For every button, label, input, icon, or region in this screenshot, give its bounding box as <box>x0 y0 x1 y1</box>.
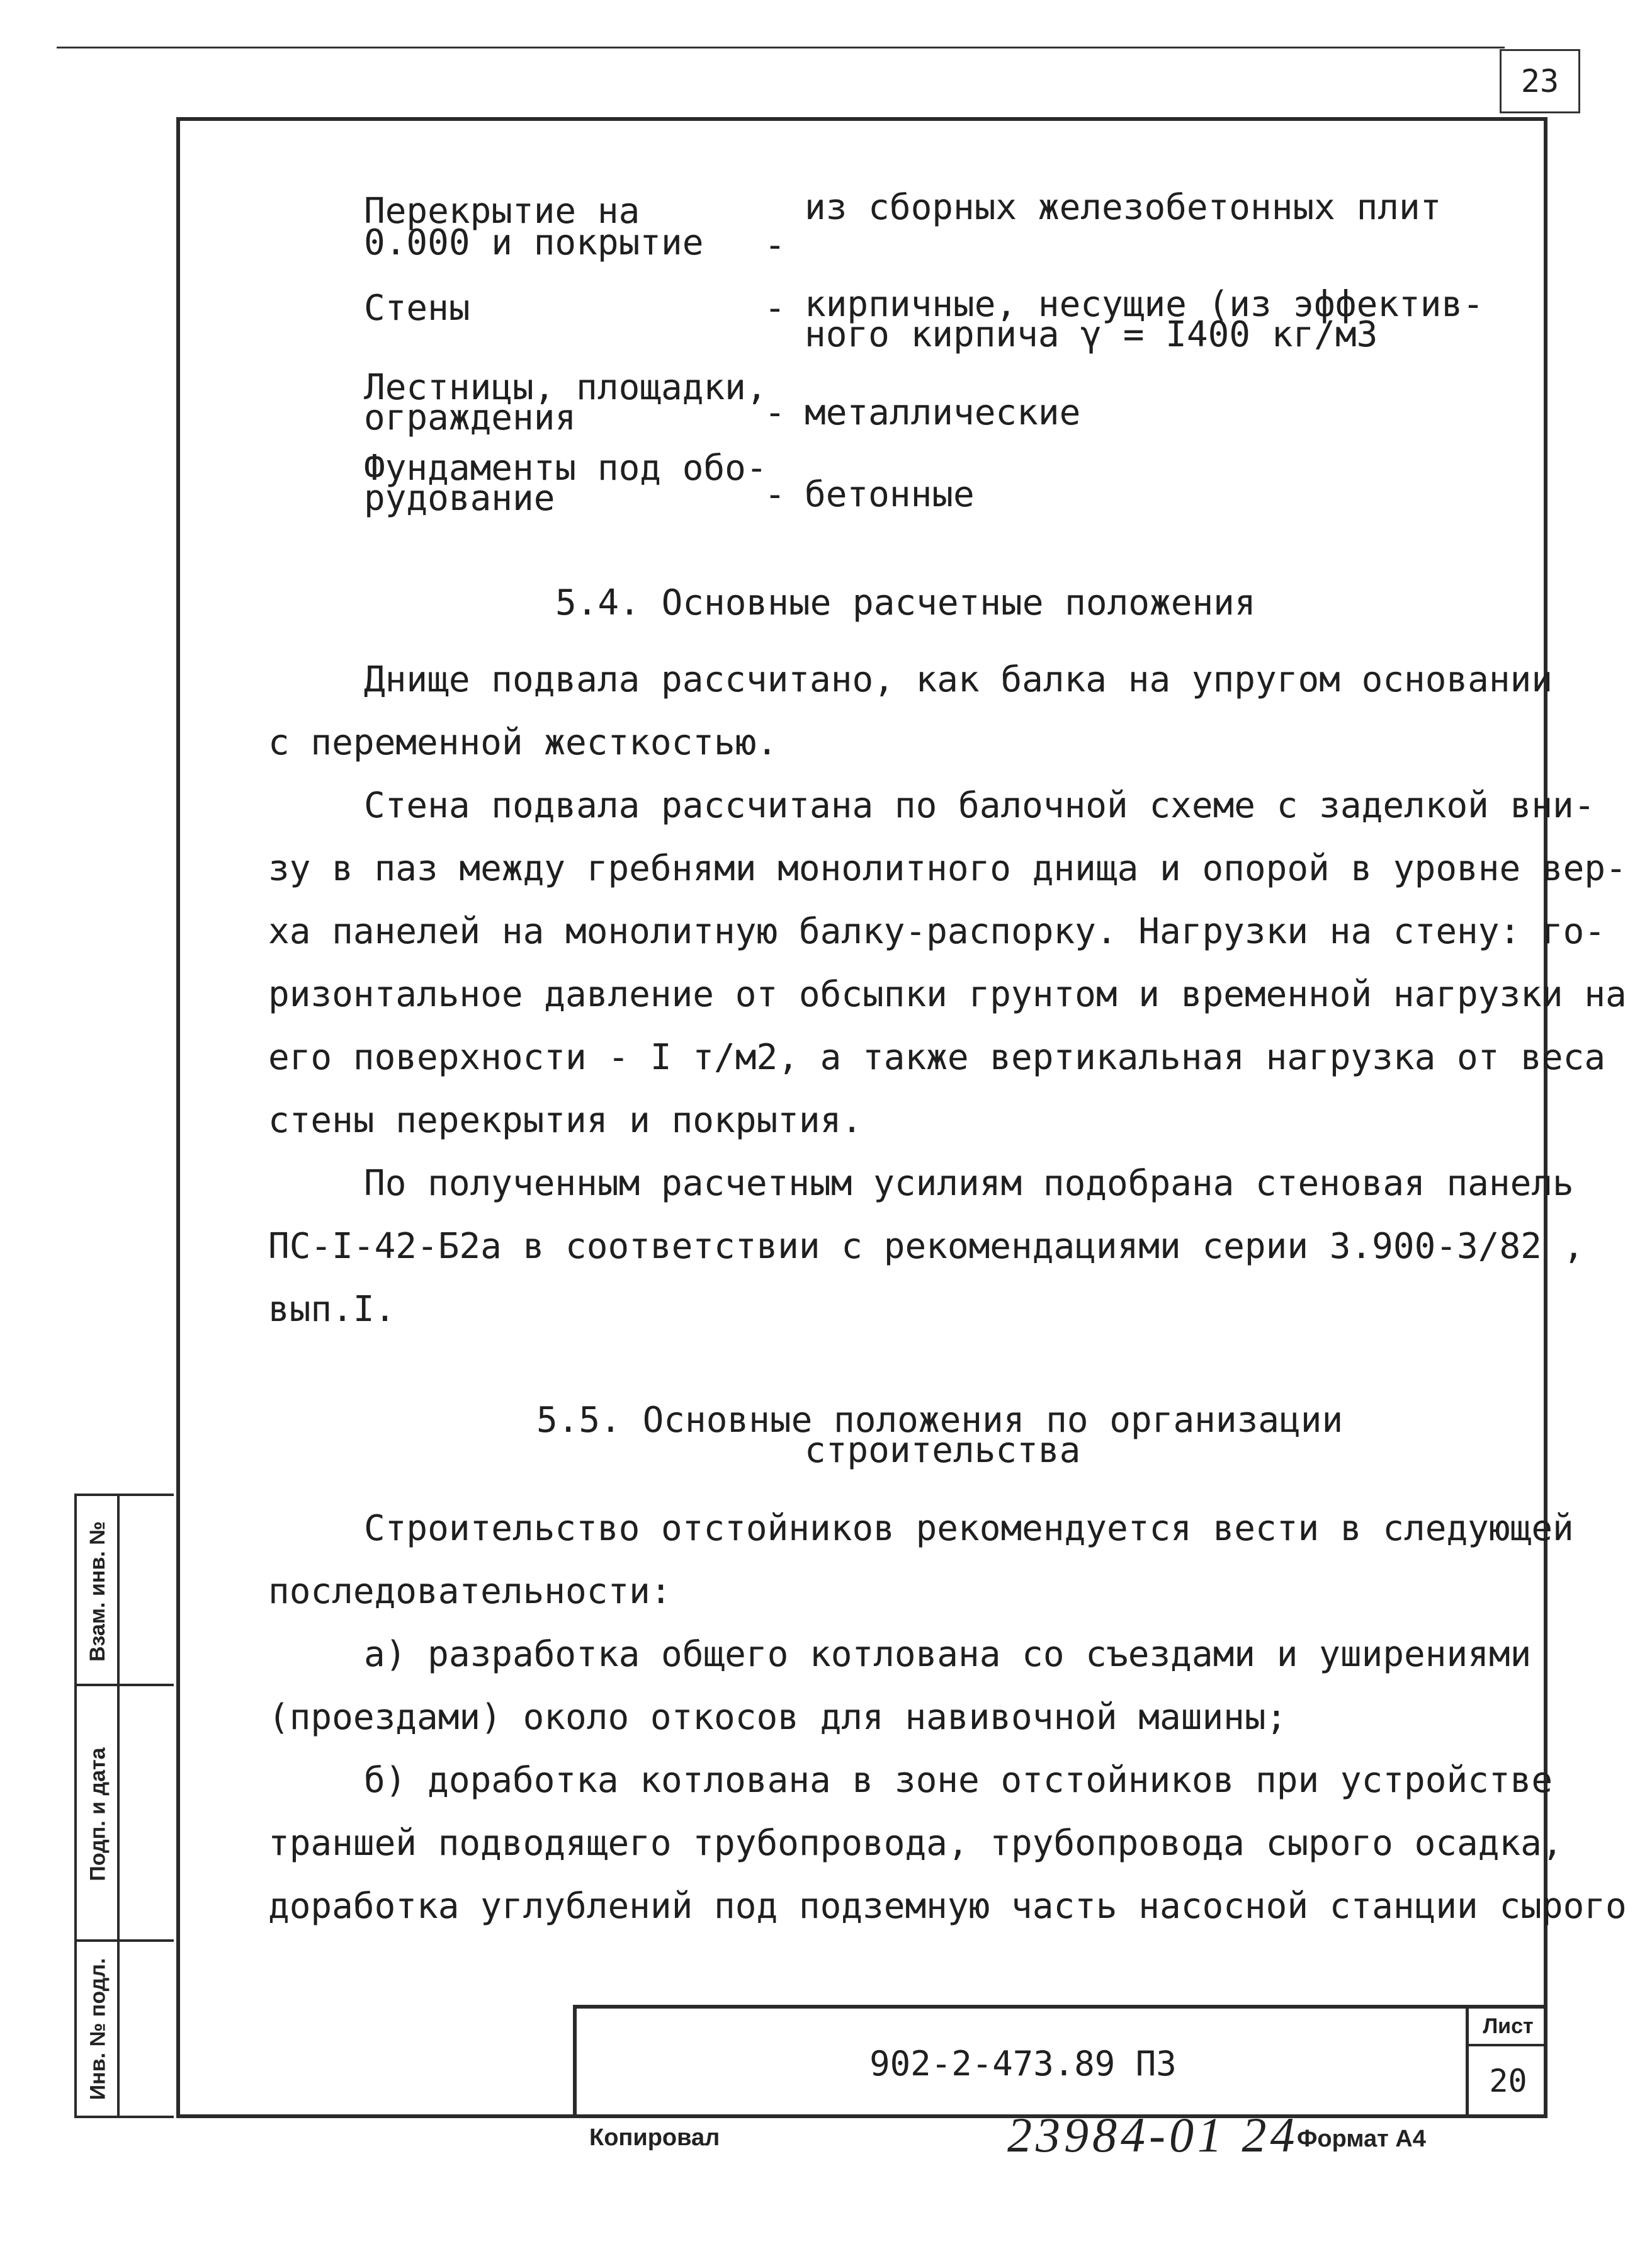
title-block <box>573 2005 1547 2118</box>
paragraph-line: (проездами) около откосов для навивочной машины; <box>268 1697 1287 1738</box>
material-value-2b: ного кирпича γ = I400 кг/м3 <box>805 314 1378 355</box>
material-value-4: бетонные <box>805 474 975 515</box>
paragraph-line: а) разработка общего котлована со съездами и уширениями <box>364 1634 1532 1675</box>
side-label-inv: Инв. № подл. <box>86 1958 110 2100</box>
paragraph-line: Стена подвала рассчитана по балочной схеме с заделкой вни- <box>364 785 1595 826</box>
material-value-1: из сборных железобетонных плит <box>805 187 1442 228</box>
paragraph-line: траншей подводящего трубопровода, трубопровода сырого осадка, <box>268 1823 1563 1864</box>
material-name-4b: рудование <box>364 478 555 519</box>
paragraph-line: с переменной жесткостью. <box>268 722 778 763</box>
sheet-number: 20 <box>1489 2063 1527 2099</box>
side-stamp <box>74 1494 174 2118</box>
paragraph-line: Днище подвала рассчитано, как балка на упругом основании <box>364 659 1553 700</box>
material-dash-2: - <box>764 288 786 329</box>
page-number: 23 <box>1520 63 1559 99</box>
section-5-5-heading-line2: строительства <box>805 1430 1081 1471</box>
material-name-4a: Фундаменты под обо- <box>364 448 767 489</box>
paragraph-line: последовательности: <box>268 1571 672 1612</box>
material-name-1b: 0.000 и покрытие <box>364 222 704 263</box>
copied-by-label: Копировал <box>589 2124 720 2151</box>
paragraph-line: вып.I. <box>268 1289 396 1330</box>
paragraph-line: Строительство отстойников рекомендуется вести в следующей <box>364 1508 1574 1549</box>
paragraph-line: ПС-I-42-Б2а в соответствии с рекомендациями серии 3.900-3/82 , <box>268 1226 1585 1267</box>
material-dash-4: - <box>764 474 786 515</box>
sheet-column <box>1466 2009 1547 2118</box>
handwritten-number: 23984-01 24 <box>1007 2107 1299 2162</box>
paragraph-line: По полученным расчетным усилиям подобрана стеновая панель <box>364 1163 1574 1204</box>
format-label: Формат А4 <box>1297 2126 1426 2152</box>
paragraph-line: зу в паз между гребнями монолитного днища и опорой в уровне вер- <box>268 848 1627 889</box>
side-label-podp: Подп. и дата <box>86 1747 110 1881</box>
section-5-4-heading: 5.4. Основные расчетные положения <box>555 582 1256 623</box>
section-5-5-heading-line1: 5.5. Основные положения по организации <box>536 1400 1344 1441</box>
material-name-1a: Перекрытие на <box>364 191 640 232</box>
paragraph-line: доработка углублений под подземную часть насосной станции сырого <box>268 1886 1627 1927</box>
paragraph-line: стены перекрытия и покрытия. <box>268 1100 863 1141</box>
paragraph-line: ризонтальное давление от обсыпки грунтом и временной нагрузки на <box>268 974 1627 1015</box>
material-dash-1: - <box>764 225 786 266</box>
paragraph-line: ха панелей на монолитную балку-распорку. Нагрузки на стену: го- <box>268 911 1606 952</box>
material-value-2a: кирпичные, несущие (из эффектив- <box>805 284 1484 325</box>
material-dash-3: - <box>764 392 786 433</box>
paragraph-line: б) доработка котлована в зоне отстойников при устройстве <box>364 1760 1553 1801</box>
page-number-box <box>1500 49 1580 113</box>
document-code: 902-2-473.89 ПЗ <box>869 2043 1177 2084</box>
paragraph-line: его поверхности - I т/м2, а также вертикальная нагрузка от веса <box>268 1037 1606 1078</box>
material-name-2: Стены <box>364 288 470 329</box>
material-name-3a: Лестницы, площадки, <box>364 367 767 408</box>
top-rule <box>57 47 1505 48</box>
sheet-label: Лист <box>1469 2009 1547 2046</box>
material-name-3b: ограждения <box>364 397 577 438</box>
side-label-vzam: Взам. инв. № <box>86 1521 110 1662</box>
material-value-3: металлические <box>805 392 1081 433</box>
